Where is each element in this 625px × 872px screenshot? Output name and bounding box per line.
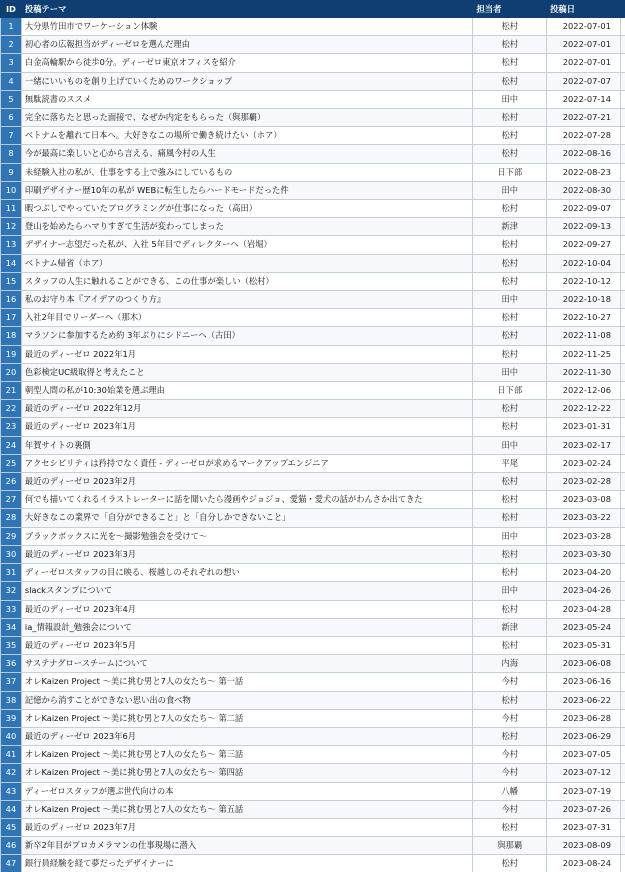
cell-id[interactable]: 35: [1, 636, 22, 654]
cell-extra[interactable]: [620, 236, 624, 254]
cell-date[interactable]: 2023-02-17: [547, 436, 621, 454]
cell-owner[interactable]: 松村: [473, 109, 547, 127]
cell-extra[interactable]: [620, 436, 624, 454]
cell-date[interactable]: 2023-03-28: [547, 527, 621, 545]
cell-owner[interactable]: 内海: [473, 655, 547, 673]
cell-id[interactable]: 40: [1, 727, 22, 745]
cell-id[interactable]: 32: [1, 582, 22, 600]
cell-topic[interactable]: 最近のディーゼロ 2023年6月: [21, 727, 473, 745]
cell-topic[interactable]: 印刷デザイナー歴10年の私が WEBに転生したらハードモードだった件: [21, 181, 473, 199]
cell-id[interactable]: 33: [1, 600, 22, 618]
cell-id[interactable]: 46: [1, 837, 22, 855]
table-row: [1, 655, 625, 673]
table-row: [1, 564, 625, 582]
cell-date[interactable]: 2022-12-22: [547, 400, 621, 418]
cell-owner[interactable]: 松村: [473, 272, 547, 290]
cell-extra[interactable]: [620, 218, 624, 236]
cell-owner[interactable]: 今村: [473, 673, 547, 691]
cell-id[interactable]: 5: [1, 90, 22, 108]
cell-id[interactable]: 26: [1, 473, 22, 491]
cell-extra[interactable]: [620, 327, 624, 345]
cell-owner[interactable]: 日下部: [473, 163, 547, 181]
cell-owner[interactable]: 松村: [473, 564, 547, 582]
table-row: [1, 109, 625, 127]
cell-date[interactable]: 2023-04-28: [547, 600, 621, 618]
cell-id[interactable]: 3: [1, 54, 22, 72]
cell-date[interactable]: 2023-04-26: [547, 582, 621, 600]
cell-id[interactable]: 29: [1, 527, 22, 545]
table-row: [1, 673, 625, 691]
cell-owner[interactable]: 松村: [473, 418, 547, 436]
table-row: [1, 600, 625, 618]
cell-date[interactable]: 2022-10-18: [547, 291, 621, 309]
cell-date[interactable]: 2023-08-24: [547, 855, 621, 872]
cell-id[interactable]: 6: [1, 109, 22, 127]
cell-owner[interactable]: 田中: [473, 582, 547, 600]
cell-extra[interactable]: [620, 291, 624, 309]
cell-id[interactable]: 42: [1, 764, 22, 782]
table-row: [1, 400, 625, 418]
table-row: [1, 746, 625, 764]
cell-owner[interactable]: 新津: [473, 218, 547, 236]
cell-extra[interactable]: [620, 837, 624, 855]
cell-date[interactable]: 2022-07-01: [547, 18, 621, 36]
cell-topic[interactable]: 年賀サイトの裏側: [21, 436, 473, 454]
cell-id[interactable]: 47: [1, 855, 22, 872]
cell-date[interactable]: 2022-11-08: [547, 327, 621, 345]
table-row: [1, 309, 625, 327]
table-row: [1, 36, 625, 54]
cell-extra[interactable]: [620, 582, 624, 600]
cell-topic[interactable]: 完全に落ちたと思った面接で、なぜか内定をもらった（與那覇）: [21, 109, 473, 127]
cell-topic[interactable]: 最近のディーゼロ 2022年12月: [21, 400, 473, 418]
cell-owner[interactable]: 松村: [473, 236, 547, 254]
cell-id[interactable]: 10: [1, 181, 22, 199]
cell-extra[interactable]: [620, 363, 624, 381]
cell-owner[interactable]: 與那覇: [473, 837, 547, 855]
cell-extra[interactable]: [620, 727, 624, 745]
cell-topic[interactable]: 未経験入社の私が、仕事をする上で強みにしているもの: [21, 163, 473, 181]
cell-date[interactable]: 2022-08-16: [547, 145, 621, 163]
cell-date[interactable]: 2023-07-26: [547, 800, 621, 818]
cell-date[interactable]: 2022-07-28: [547, 127, 621, 145]
table-body: [1, 18, 625, 872]
table-row: [1, 454, 625, 472]
cell-topic[interactable]: ia_情報設計_勉強会について: [21, 618, 473, 636]
cell-owner[interactable]: 田中: [473, 90, 547, 108]
table-row: [1, 236, 625, 254]
cell-topic[interactable]: slackスタンプについて: [21, 582, 473, 600]
cell-date[interactable]: 2023-02-28: [547, 473, 621, 491]
table-row: [1, 145, 625, 163]
cell-date[interactable]: 2022-09-27: [547, 236, 621, 254]
cell-owner[interactable]: 松村: [473, 636, 547, 654]
table-row: [1, 291, 625, 309]
cell-topic[interactable]: ベトナムを離れて日本へ。大好きなこの場所で働き続けたい（ホア）: [21, 127, 473, 145]
cell-topic[interactable]: 最近のディーゼロ 2023年1月: [21, 418, 473, 436]
cell-date[interactable]: 2023-02-24: [547, 454, 621, 472]
header-topic[interactable]: 投稿テーマ: [21, 1, 473, 18]
cell-owner[interactable]: 松村: [473, 691, 547, 709]
cell-id[interactable]: 17: [1, 309, 22, 327]
cell-owner[interactable]: 松村: [473, 509, 547, 527]
table-row: [1, 54, 625, 72]
cell-date[interactable]: 2022-07-01: [547, 54, 621, 72]
table-row: [1, 163, 625, 181]
cell-id[interactable]: 45: [1, 818, 22, 836]
cell-extra[interactable]: [620, 600, 624, 618]
cell-owner[interactable]: 松村: [473, 254, 547, 272]
cell-topic[interactable]: ブラックボックスに光を～撮影勉強会を受けて～: [21, 527, 473, 545]
cell-id[interactable]: 36: [1, 655, 22, 673]
cell-topic[interactable]: 銀行員経験を経て夢だったデザイナーに: [21, 855, 473, 872]
cell-topic[interactable]: 今が最高に楽しいと心から言える、痛風今村の人生: [21, 145, 473, 163]
cell-owner[interactable]: 田中: [473, 363, 547, 381]
cell-id[interactable]: 28: [1, 509, 22, 527]
header-extra: [620, 1, 624, 18]
cell-topic[interactable]: スタッフの人生に触れることができる、この仕事が楽しい（松村）: [21, 272, 473, 290]
table-row: [1, 327, 625, 345]
cell-topic[interactable]: 朝型人間の私が10:30始業を選ぶ理由: [21, 382, 473, 400]
table-row: [1, 709, 625, 727]
cell-owner[interactable]: 平尾: [473, 454, 547, 472]
cell-topic[interactable]: デザイナー志望だった私が、入社 5年目でディレクターへ（岩堀）: [21, 236, 473, 254]
table-row: [1, 509, 625, 527]
cell-topic[interactable]: 一緒にいいものを創り上げていくためのワークショップ: [21, 72, 473, 90]
cell-extra[interactable]: [620, 345, 624, 363]
header-owner[interactable]: 担当者: [473, 1, 547, 18]
cell-extra[interactable]: [620, 145, 624, 163]
cell-owner[interactable]: 松村: [473, 72, 547, 90]
cell-date[interactable]: 2022-09-07: [547, 200, 621, 218]
cell-extra[interactable]: [620, 454, 624, 472]
table-row: [1, 636, 625, 654]
table-row: [1, 764, 625, 782]
cell-owner[interactable]: 八幡: [473, 782, 547, 800]
cell-id[interactable]: 11: [1, 200, 22, 218]
cell-id[interactable]: 8: [1, 145, 22, 163]
cell-owner[interactable]: 松村: [473, 327, 547, 345]
cell-date[interactable]: 2023-07-19: [547, 782, 621, 800]
cell-owner[interactable]: 松村: [473, 545, 547, 563]
cell-date[interactable]: 2023-07-12: [547, 764, 621, 782]
cell-topic[interactable]: 記憶から消すことができない思い出の食べ物: [21, 691, 473, 709]
cell-topic[interactable]: オレKaizen Project ～美に挑む男と7人の女たち～ 第三話: [21, 746, 473, 764]
table-row: [1, 818, 625, 836]
cell-id[interactable]: 38: [1, 691, 22, 709]
cell-owner[interactable]: 今村: [473, 709, 547, 727]
cell-date[interactable]: 2023-05-31: [547, 636, 621, 654]
table-row: [1, 345, 625, 363]
cell-id[interactable]: 44: [1, 800, 22, 818]
table-row: [1, 18, 625, 36]
cell-id[interactable]: 20: [1, 363, 22, 381]
cell-topic[interactable]: サステナグロースチームについて: [21, 655, 473, 673]
cell-id[interactable]: 4: [1, 72, 22, 90]
table-row: [1, 491, 625, 509]
cell-id[interactable]: 18: [1, 327, 22, 345]
cell-topic[interactable]: 初心者の広報担当がディーゼロを選んだ理由: [21, 36, 473, 54]
cell-extra[interactable]: [620, 545, 624, 563]
cell-owner[interactable]: 松村: [473, 855, 547, 872]
table-row: [1, 527, 625, 545]
cell-extra[interactable]: [620, 691, 624, 709]
table-row: [1, 127, 625, 145]
table-row: [1, 272, 625, 290]
table-row: [1, 582, 625, 600]
cell-owner[interactable]: 松村: [473, 473, 547, 491]
cell-owner[interactable]: 松村: [473, 54, 547, 72]
cell-topic[interactable]: 大好きなこの業界で「自分ができること」と「自分しかできないこと」: [21, 509, 473, 527]
cell-date[interactable]: 2022-12-06: [547, 382, 621, 400]
cell-owner[interactable]: 今村: [473, 764, 547, 782]
cell-extra[interactable]: [620, 200, 624, 218]
cell-id[interactable]: 37: [1, 673, 22, 691]
cell-owner[interactable]: 新津: [473, 618, 547, 636]
cell-extra[interactable]: [620, 709, 624, 727]
table-row: [1, 382, 625, 400]
cell-extra[interactable]: [620, 746, 624, 764]
cell-topic[interactable]: 無駄読書のススメ: [21, 90, 473, 108]
cell-topic[interactable]: 最近のディーゼロ 2023年7月: [21, 818, 473, 836]
cell-owner[interactable]: 松村: [473, 400, 547, 418]
cell-topic[interactable]: ディーゼロスタッフの目に映る、桜越しのそれぞれの想い: [21, 564, 473, 582]
cell-topic[interactable]: 最近のディーゼロ 2023年3月: [21, 545, 473, 563]
cell-topic[interactable]: マラソンに参加するため約 3年ぶりにシドニーへ（古田）: [21, 327, 473, 345]
cell-topic[interactable]: 何でも描いてくれるイラストレーターに話を聞いたら漫画やジョジョ、愛猫・愛犬の話がわんさか出てきた: [21, 491, 473, 509]
cell-extra[interactable]: [620, 564, 624, 582]
cell-id[interactable]: 7: [1, 127, 22, 145]
cell-owner[interactable]: 松村: [473, 36, 547, 54]
table-row: [1, 90, 625, 108]
cell-extra[interactable]: [620, 491, 624, 509]
cell-extra[interactable]: [620, 109, 624, 127]
cell-date[interactable]: 2022-10-04: [547, 254, 621, 272]
table-row: [1, 181, 625, 199]
table-row: [1, 218, 625, 236]
cell-extra[interactable]: [620, 72, 624, 90]
cell-topic[interactable]: オレKaizen Project ～美に挑む男と7人の女たち～ 第二話: [21, 709, 473, 727]
cell-id[interactable]: 31: [1, 564, 22, 582]
cell-id[interactable]: 1: [1, 18, 22, 36]
cell-topic[interactable]: 最近のディーゼロ 2023年5月: [21, 636, 473, 654]
table-row: [1, 782, 625, 800]
cell-date[interactable]: 2023-07-31: [547, 818, 621, 836]
cell-extra[interactable]: [620, 473, 624, 491]
cell-date[interactable]: 2023-01-31: [547, 418, 621, 436]
cell-owner[interactable]: 松村: [473, 727, 547, 745]
cell-topic[interactable]: オレKaizen Project ～美に挑む男と7人の女たち～ 第五話: [21, 800, 473, 818]
table-row: [1, 418, 625, 436]
cell-extra[interactable]: [620, 272, 624, 290]
cell-extra[interactable]: [620, 36, 624, 54]
cell-id[interactable]: 21: [1, 382, 22, 400]
cell-date[interactable]: 2023-06-16: [547, 673, 621, 691]
cell-topic[interactable]: 大分県竹田市でワーケーション体験: [21, 18, 473, 36]
cell-extra[interactable]: [620, 782, 624, 800]
cell-date[interactable]: 2023-03-30: [547, 545, 621, 563]
cell-topic[interactable]: 登山を始めたらハマりすぎて生活が変わってしまった: [21, 218, 473, 236]
cell-date[interactable]: 2022-10-12: [547, 272, 621, 290]
table-row: [1, 691, 625, 709]
cell-date[interactable]: 2022-08-23: [547, 163, 621, 181]
cell-date[interactable]: 2022-11-30: [547, 363, 621, 381]
cell-topic[interactable]: ベトナム帰省（ホア）: [21, 254, 473, 272]
cell-id[interactable]: 39: [1, 709, 22, 727]
table-row: [1, 473, 625, 491]
cell-extra[interactable]: [620, 673, 624, 691]
cell-extra[interactable]: [620, 90, 624, 108]
table-row: [1, 200, 625, 218]
cell-extra[interactable]: [620, 309, 624, 327]
cell-owner[interactable]: 日下部: [473, 382, 547, 400]
table-row: [1, 545, 625, 563]
cell-extra[interactable]: [620, 400, 624, 418]
cell-id[interactable]: 14: [1, 254, 22, 272]
cell-id[interactable]: 43: [1, 782, 22, 800]
cell-date[interactable]: 2023-08-09: [547, 837, 621, 855]
cell-extra[interactable]: [620, 163, 624, 181]
cell-extra[interactable]: [620, 618, 624, 636]
table-row: [1, 618, 625, 636]
cell-date[interactable]: 2022-07-14: [547, 90, 621, 108]
cell-extra[interactable]: [620, 18, 624, 36]
cell-extra[interactable]: [620, 764, 624, 782]
cell-topic[interactable]: 最近のディーゼロ 2023年4月: [21, 600, 473, 618]
cell-extra[interactable]: [620, 254, 624, 272]
cell-topic[interactable]: 色彩検定UC級取得と考えたこと: [21, 363, 473, 381]
cell-topic[interactable]: 入社2年目でリーダーへ（那木）: [21, 309, 473, 327]
cell-id[interactable]: 24: [1, 436, 22, 454]
table-row: [1, 254, 625, 272]
cell-owner[interactable]: 松村: [473, 600, 547, 618]
cell-extra[interactable]: [620, 855, 624, 872]
cell-extra[interactable]: [620, 527, 624, 545]
cell-extra[interactable]: [620, 54, 624, 72]
cell-extra[interactable]: [620, 636, 624, 654]
cell-date[interactable]: 2022-10-27: [547, 309, 621, 327]
cell-date[interactable]: 2023-06-29: [547, 727, 621, 745]
cell-date[interactable]: 2022-07-01: [547, 36, 621, 54]
cell-topic[interactable]: 新卒2年目がプロカメラマンの仕事現場に潜入: [21, 837, 473, 855]
cell-extra[interactable]: [620, 655, 624, 673]
cell-topic[interactable]: アクセシビリティは矜持でなく責任 - ディーゼロが求めるマークアップエンジニア: [21, 454, 473, 472]
cell-owner[interactable]: 松村: [473, 127, 547, 145]
cell-id[interactable]: 25: [1, 454, 22, 472]
cell-topic[interactable]: オレKaizen Project ～美に挑む男と7人の女たち～ 第一話: [21, 673, 473, 691]
cell-date[interactable]: 2022-11-25: [547, 345, 621, 363]
cell-owner[interactable]: 松村: [473, 491, 547, 509]
cell-id[interactable]: 9: [1, 163, 22, 181]
cell-id[interactable]: 23: [1, 418, 22, 436]
cell-date[interactable]: 2023-07-05: [547, 746, 621, 764]
cell-owner[interactable]: 松村: [473, 18, 547, 36]
table-row: [1, 800, 625, 818]
table-row: [1, 837, 625, 855]
cell-topic[interactable]: オレKaizen Project ～美に挑む男と7人の女たち～ 第四話: [21, 764, 473, 782]
cell-owner[interactable]: 田中: [473, 527, 547, 545]
cell-extra[interactable]: [620, 181, 624, 199]
cell-topic[interactable]: 暇つぶしでやっていたプログラミングが仕事になった（高田）: [21, 200, 473, 218]
cell-date[interactable]: 2023-05-24: [547, 618, 621, 636]
cell-id[interactable]: 22: [1, 400, 22, 418]
cell-date[interactable]: 2023-04-20: [547, 564, 621, 582]
cell-owner[interactable]: 田中: [473, 291, 547, 309]
table-row: [1, 855, 625, 872]
cell-extra[interactable]: [620, 800, 624, 818]
cell-owner[interactable]: 松村: [473, 145, 547, 163]
cell-id[interactable]: 27: [1, 491, 22, 509]
cell-topic[interactable]: 白金高輪駅から徒歩0分。ディーゼロ東京オフィスを紹介: [21, 54, 473, 72]
cell-topic[interactable]: 私のお守り本『アイデアのつくり方』: [21, 291, 473, 309]
cell-owner[interactable]: 今村: [473, 746, 547, 764]
table-row: [1, 727, 625, 745]
table-row: [1, 72, 625, 90]
cell-extra[interactable]: [620, 509, 624, 527]
header-row: [1, 1, 625, 18]
cell-owner[interactable]: 松村: [473, 345, 547, 363]
cell-topic[interactable]: 最近のディーゼロ 2023年2月: [21, 473, 473, 491]
cell-topic[interactable]: ディーゼロスタッフが選ぶ世代向けの本: [21, 782, 473, 800]
cell-owner[interactable]: 松村: [473, 818, 547, 836]
cell-extra[interactable]: [620, 818, 624, 836]
cell-id[interactable]: 30: [1, 545, 22, 563]
cell-owner[interactable]: 田中: [473, 181, 547, 199]
cell-date[interactable]: 2022-09-13: [547, 218, 621, 236]
cell-date[interactable]: 2022-07-07: [547, 72, 621, 90]
table-row: [1, 363, 625, 381]
cell-owner[interactable]: 今村: [473, 800, 547, 818]
cell-extra[interactable]: [620, 418, 624, 436]
cell-extra[interactable]: [620, 382, 624, 400]
cell-topic[interactable]: 最近のディーゼロ 2022年1月: [21, 345, 473, 363]
cell-date[interactable]: 2022-08-30: [547, 181, 621, 199]
cell-id[interactable]: 19: [1, 345, 22, 363]
cell-id[interactable]: 13: [1, 236, 22, 254]
table-row: [1, 436, 625, 454]
cell-id[interactable]: 16: [1, 291, 22, 309]
cell-id[interactable]: 34: [1, 618, 22, 636]
cell-id[interactable]: 2: [1, 36, 22, 54]
cell-date[interactable]: 2023-06-08: [547, 655, 621, 673]
cell-date[interactable]: 2022-07-21: [547, 109, 621, 127]
cell-date[interactable]: 2023-06-28: [547, 709, 621, 727]
cell-id[interactable]: 12: [1, 218, 22, 236]
cell-owner[interactable]: 松村: [473, 309, 547, 327]
cell-owner[interactable]: 松村: [473, 200, 547, 218]
cell-extra[interactable]: [620, 127, 624, 145]
cell-owner[interactable]: 田中: [473, 436, 547, 454]
header-id[interactable]: ID: [1, 1, 22, 18]
cell-id[interactable]: 41: [1, 746, 22, 764]
cell-date[interactable]: 2023-06-22: [547, 691, 621, 709]
header-date[interactable]: 投稿日: [547, 1, 621, 18]
cell-date[interactable]: 2023-03-08: [547, 491, 621, 509]
cell-date[interactable]: 2023-03-22: [547, 509, 621, 527]
cell-id[interactable]: 15: [1, 272, 22, 290]
